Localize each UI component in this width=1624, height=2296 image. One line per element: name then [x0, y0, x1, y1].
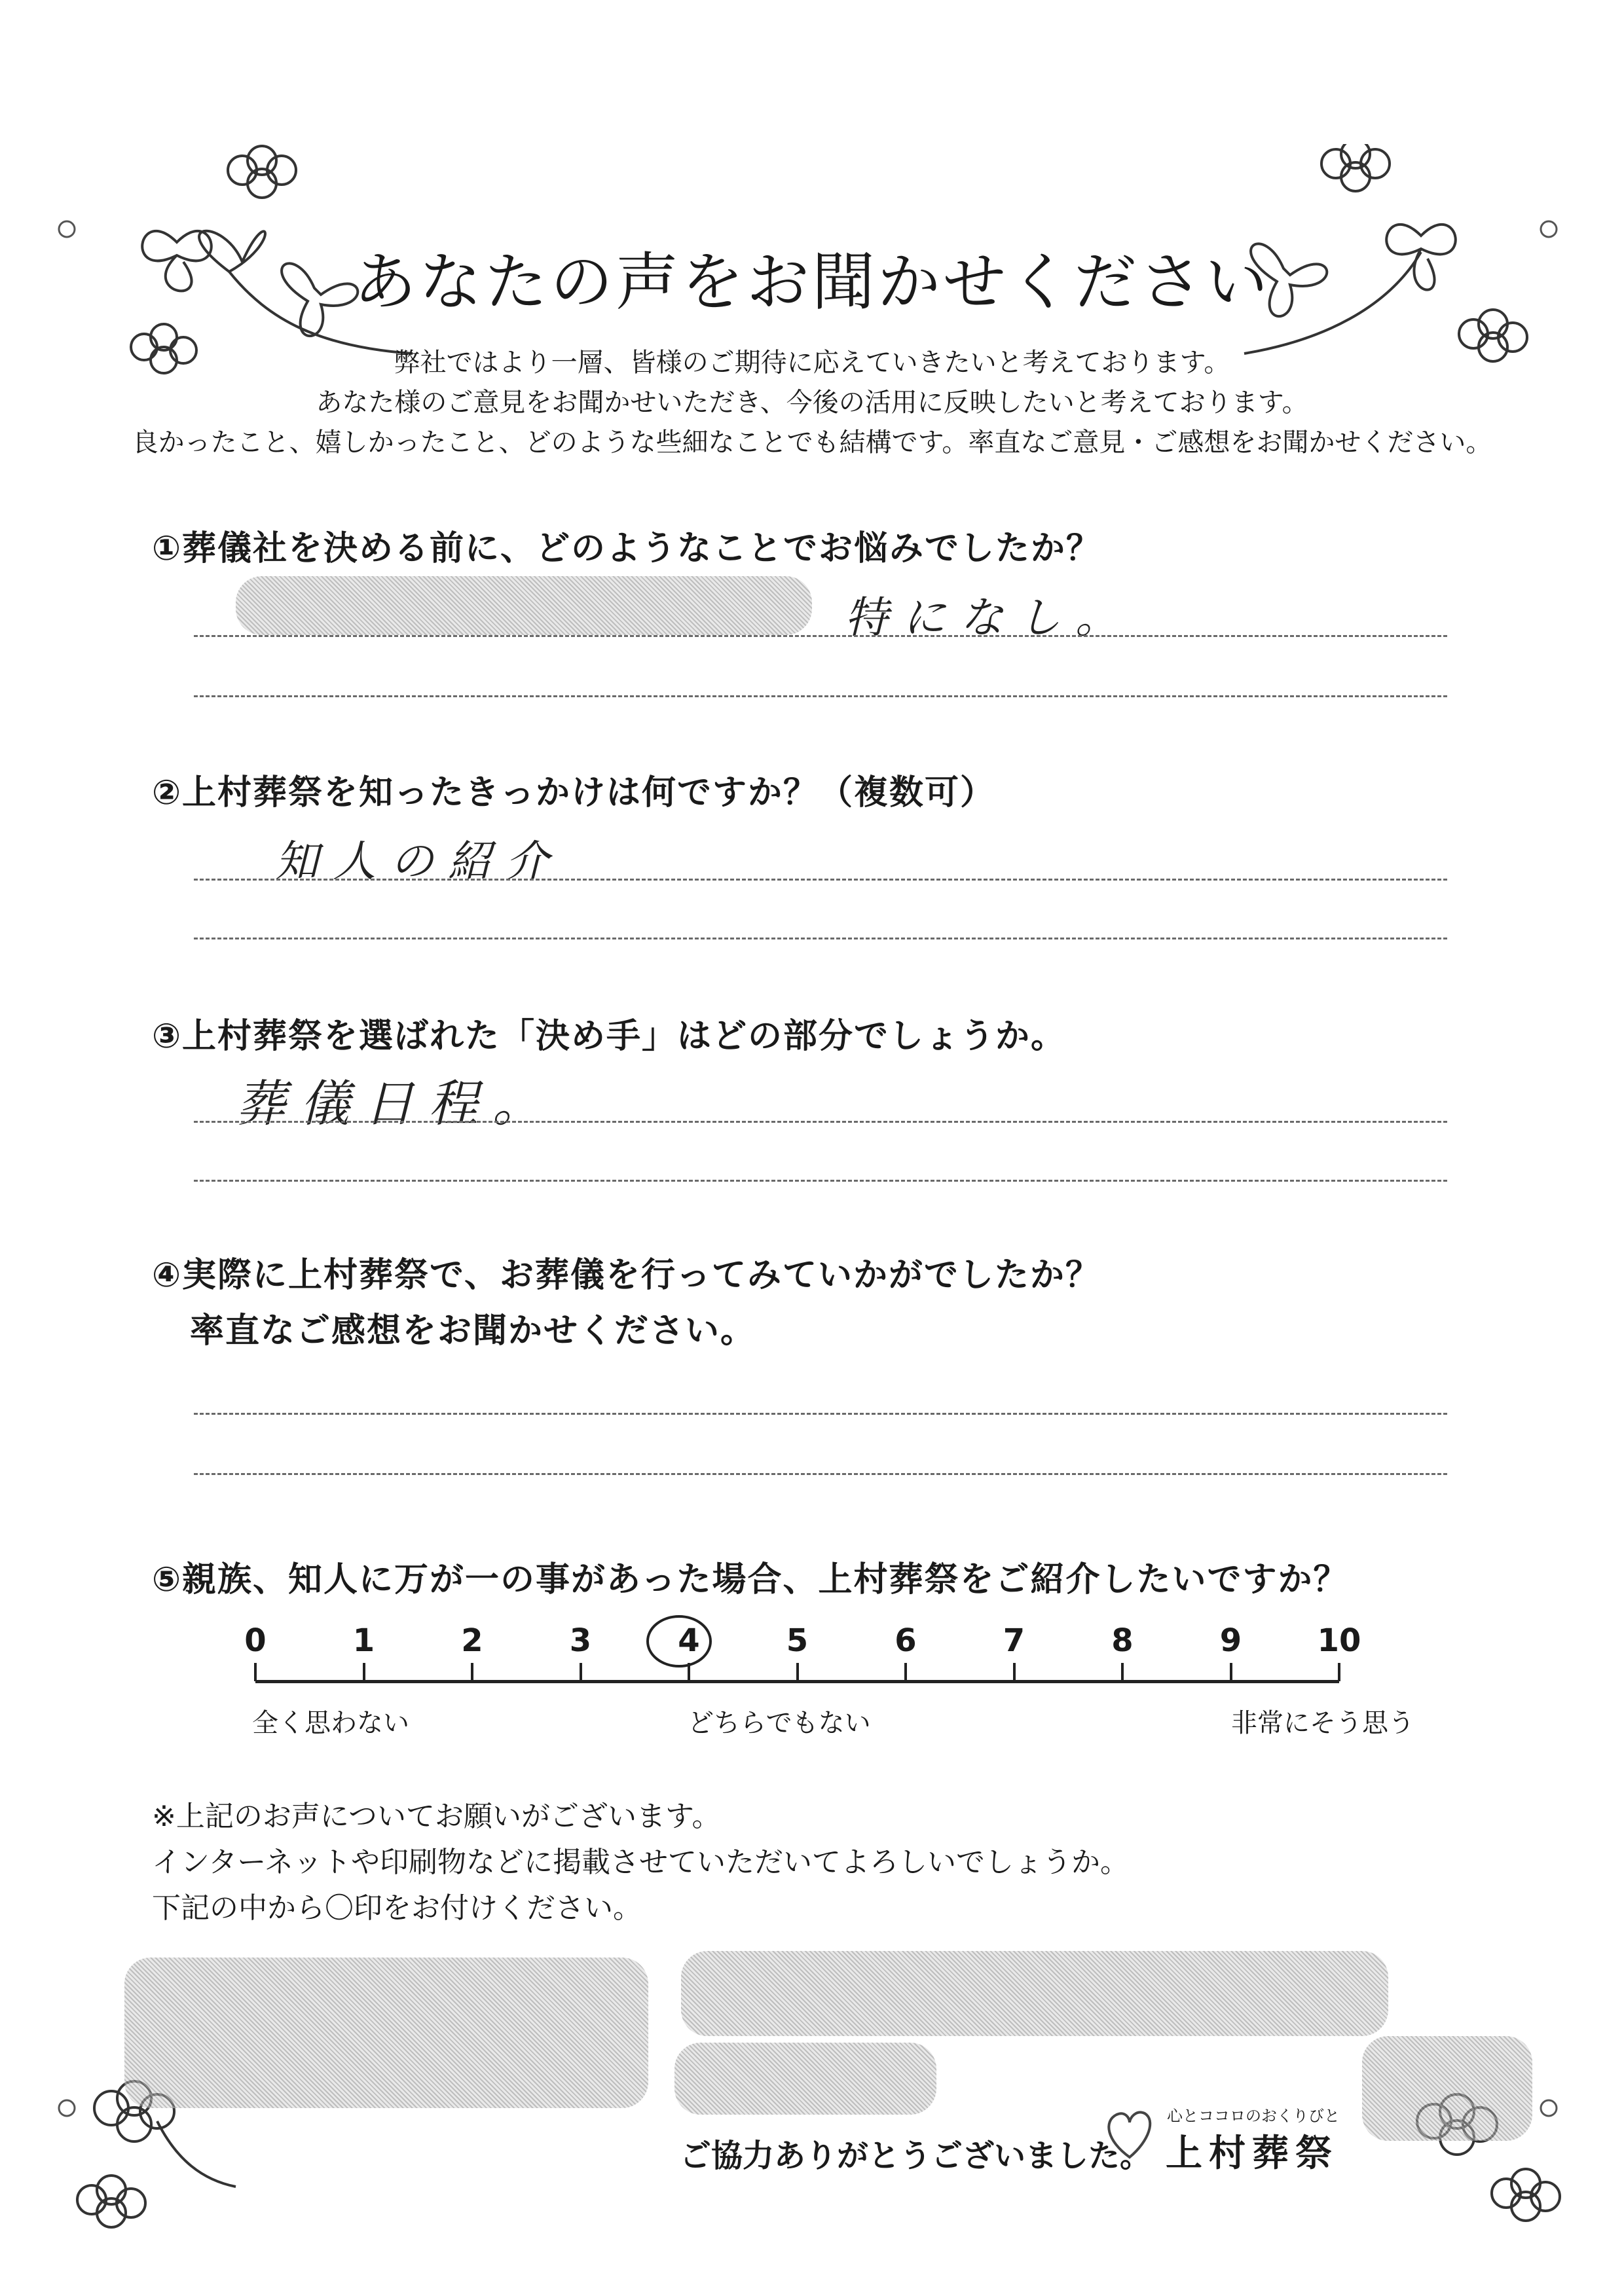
redacted-area: [124, 1958, 648, 2108]
intro-line-1: 弊社ではより一層、皆様のご期待に応えていきたいと考えております。: [394, 348, 1230, 378]
brand-name: 上村葬祭: [1166, 2132, 1338, 2175]
note-line-2: インターネットや印刷物などに掲載させていただいてよろしいでしょうか。: [152, 1846, 1130, 1879]
redacted-area: [681, 1951, 1388, 2036]
scale-tick: [471, 1663, 473, 1681]
question-5: ⑤親族、知人に万が一の事があった場合、上村葬祭をご紹介したいですか？: [152, 1560, 1349, 1599]
scale-tick: [254, 1663, 257, 1681]
answer-line: [194, 1473, 1447, 1475]
note-line-1: ※上記のお声についてお願いがございます。: [152, 1800, 721, 1833]
scale-tick: [904, 1663, 907, 1681]
question-4-subline: 率直なご感想をお聞かせください。: [190, 1311, 756, 1351]
intro-line-2: あなた様のご意見をお聞かせいただき、今後の活用に反映したいと考えております。: [316, 388, 1308, 418]
note-line-3: 下記の中から〇印をお付けください。: [152, 1891, 642, 1925]
brand-tagline: 心とココロのおくりびと: [1167, 2107, 1340, 2125]
scale-tick: [1121, 1663, 1124, 1681]
answer-1: 特になし。: [845, 592, 1133, 643]
scale-tick: [1230, 1663, 1232, 1681]
scale-number[interactable]: 8: [1111, 1622, 1134, 1659]
ring-ornament-icon: [54, 2095, 80, 2121]
answer-line: [194, 1180, 1447, 1182]
scale-label-low: 全く思わない: [252, 1708, 409, 1738]
rating-scale-line: [255, 1680, 1339, 1683]
ring-ornament-icon: [1536, 2095, 1562, 2121]
scale-number[interactable]: 1: [352, 1622, 375, 1659]
answer-line: [194, 635, 1447, 637]
scale-tick: [363, 1663, 365, 1681]
answer-line: [194, 1121, 1447, 1123]
answer-line: [194, 879, 1447, 881]
question-1: ①葬儀社を決める前に、どのようなことでお悩みでしたか？: [152, 529, 1102, 568]
scale-label-high: 非常にそう思う: [1231, 1708, 1414, 1738]
scale-number[interactable]: 9: [1219, 1622, 1242, 1659]
scale-number[interactable]: 3: [569, 1622, 592, 1659]
scale-tick: [796, 1663, 799, 1681]
redacted-area: [674, 2043, 936, 2115]
scale-number[interactable]: 4: [678, 1622, 700, 1659]
heart-logo-icon: [1100, 2102, 1159, 2167]
scale-label-mid: どちらでもない: [688, 1708, 871, 1738]
scale-number[interactable]: 0: [244, 1622, 267, 1659]
scale-tick: [580, 1663, 582, 1681]
scale-number[interactable]: 5: [786, 1622, 809, 1659]
closing-message: ご協力ありがとうございました。: [680, 2138, 1152, 2174]
redacted-area: [1362, 2036, 1532, 2141]
selected-rating-circle: [643, 1612, 715, 1671]
scale-tick: [1338, 1663, 1340, 1681]
answer-3: 葬儀日程。: [236, 1074, 557, 1133]
question-4: ④実際に上村葬祭で、お葬儀を行ってみていかがでしたか？: [152, 1256, 1101, 1295]
answer-line: [194, 695, 1447, 697]
intro-line-3: 良かったこと、嬉しかったこと、どのような些細なことでも結構です。率直なご意見・ご感想をお聞かせください。: [132, 428, 1492, 458]
scale-number[interactable]: 10: [1317, 1622, 1361, 1659]
redacted-area: [236, 576, 812, 635]
page-title: あなたの声をお聞かせください: [354, 246, 1270, 319]
scale-number[interactable]: 2: [461, 1622, 483, 1659]
answer-line: [194, 938, 1447, 939]
scale-tick: [1013, 1663, 1016, 1681]
answer-2: 知人の紹介: [275, 836, 563, 886]
scale-number[interactable]: 6: [895, 1622, 917, 1659]
answer-line: [194, 1413, 1447, 1415]
question-2: ②上村葬祭を知ったきっかけは何ですか？（複数可）: [152, 773, 996, 812]
scale-number[interactable]: 7: [1003, 1622, 1025, 1659]
question-3: ③上村葬祭を選ばれた「決め手」はどの部分でしょうか。: [152, 1017, 1067, 1056]
